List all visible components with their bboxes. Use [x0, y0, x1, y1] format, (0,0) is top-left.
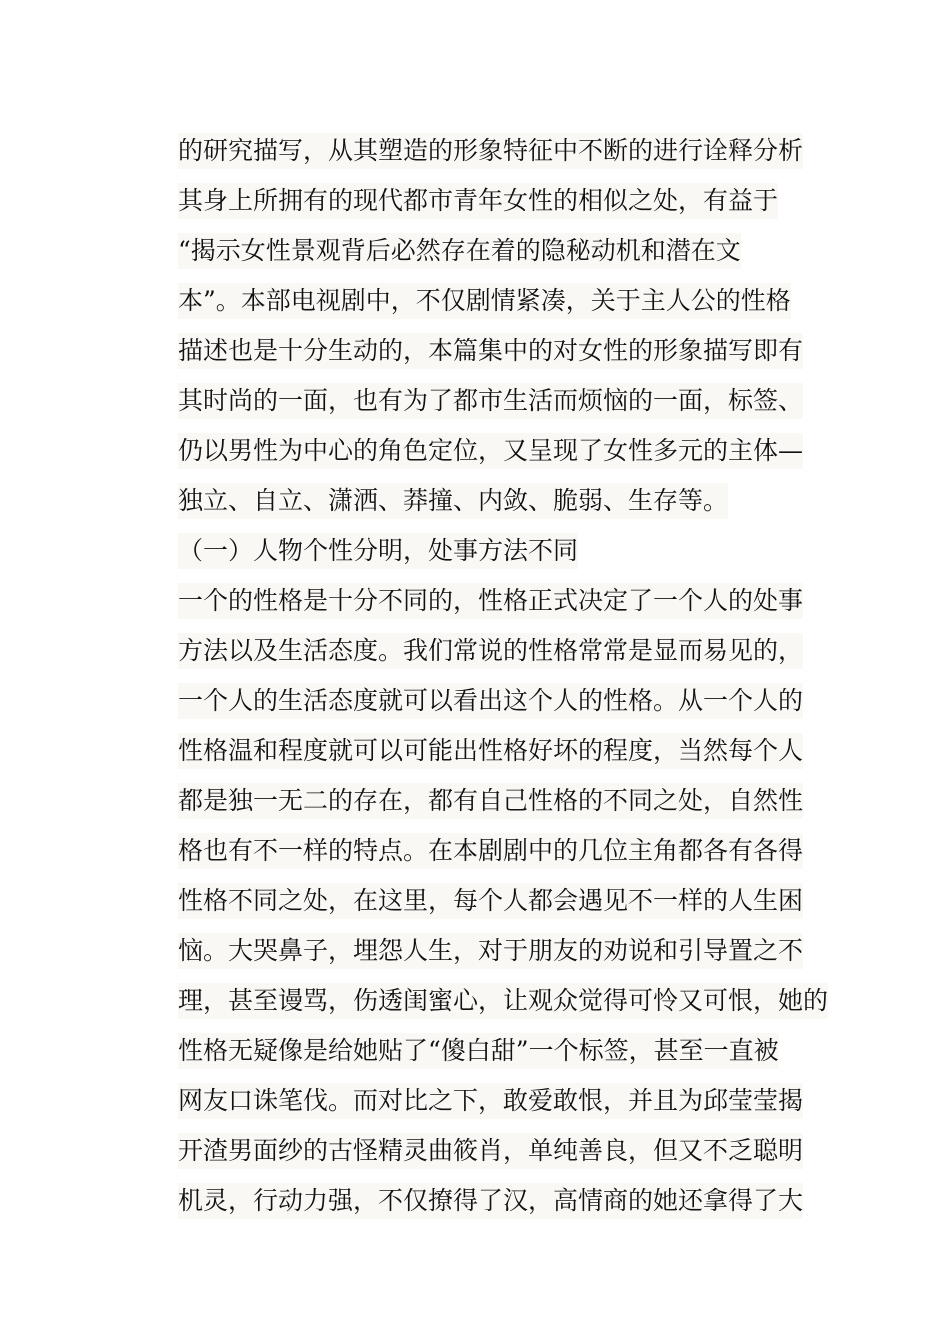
text-line-content: 其时尚的一面，也有为了都市生活而烦恼的一面，标签、: [178, 383, 803, 419]
text-line-content: 仍以男性为中心的角色定位，又呈现了女性多元的主体—: [178, 433, 803, 469]
text-line: [178, 1174, 818, 1224]
text-line-content: 网友口诛笔伐。而对比之下，敢爱敢恨，并且为邱莹莹揭: [178, 1083, 803, 1119]
text-line-content: 性格不同之处，在这里，每个人都会遇见不一样的人生困: [178, 883, 803, 919]
text-line-content: 都是独一无二的存在，都有自己性格的不同之处，自然性: [178, 783, 803, 819]
text-line-content: 性格无疑像是给她贴了“傻白甜”一个标签，甚至一直被: [178, 1033, 779, 1069]
text-line: [178, 474, 818, 524]
section-heading-text: （一）人物个性分明，处事方法不同: [178, 533, 578, 569]
text-line-content: 性格温和程度就可以可能出性格好坏的程度，当然每个人: [178, 733, 803, 769]
text-line: [178, 1024, 818, 1074]
text-line-content: 的研究描写，从其塑造的形象特征中不断的进行诠释分析: [178, 133, 803, 169]
text-line: [178, 874, 818, 924]
text-line: [178, 924, 818, 974]
text-line: [178, 724, 818, 774]
text-line-content: 独立、自立、潇洒、莽撞、内敛、脆弱、生存等。: [178, 483, 728, 519]
text-line: [178, 324, 818, 374]
text-line: [178, 624, 818, 674]
text-line: [178, 824, 818, 874]
text-line: [178, 774, 818, 824]
text-line: [178, 574, 818, 624]
text-line: [178, 224, 818, 274]
text-line-content: 格也有不一样的特点。在本剧剧中的几位主角都各有各得: [178, 833, 803, 869]
text-line: [178, 124, 818, 174]
text-line: [178, 1074, 818, 1124]
text-line-content: 描述也是十分生动的，本篇集中的对女性的形象描写即有: [178, 333, 803, 369]
text-line: [178, 974, 829, 1024]
text-line-content: 其身上所拥有的现代都市青年女性的相似之处，有益于: [178, 183, 778, 219]
text-line-content: 一个的性格是十分不同的，性格正式决定了一个人的处事: [178, 583, 803, 619]
text-line: [178, 674, 818, 724]
text-line: [178, 374, 818, 424]
text-line: [178, 174, 818, 224]
text-line-content: 开渣男面纱的古怪精灵曲筱肖，单纯善良，但又不乏聪明: [178, 1133, 803, 1169]
body-text: [178, 124, 829, 1224]
text-line-content: 方法以及生活态度。我们常说的性格常常是显而易见的，: [178, 633, 803, 669]
text-line: [178, 274, 818, 324]
section-heading: [178, 524, 818, 574]
text-line-content: 机灵，行动力强，不仅撩得了汉，高情商的她还拿得了大: [178, 1183, 803, 1219]
text-line-content: 恼。大哭鼻子，埋怨人生，对于朋友的劝说和引导置之不: [178, 933, 803, 969]
text-line: [178, 1124, 818, 1174]
text-line-content: 一个人的生活态度就可以看出这个人的性格。从一个人的: [178, 683, 803, 719]
text-line-content: “揭示女性景观背后必然存在着的隐秘动机和潜在文: [178, 233, 741, 269]
text-line: [178, 424, 818, 474]
text-line-content: 本”。本部电视剧中，不仅剧情紧凑，关于主人公的性格: [178, 283, 791, 319]
text-line-content: 理，甚至谩骂，伤透闺蜜心，让观众觉得可怜又可恨，她的: [178, 983, 828, 1019]
